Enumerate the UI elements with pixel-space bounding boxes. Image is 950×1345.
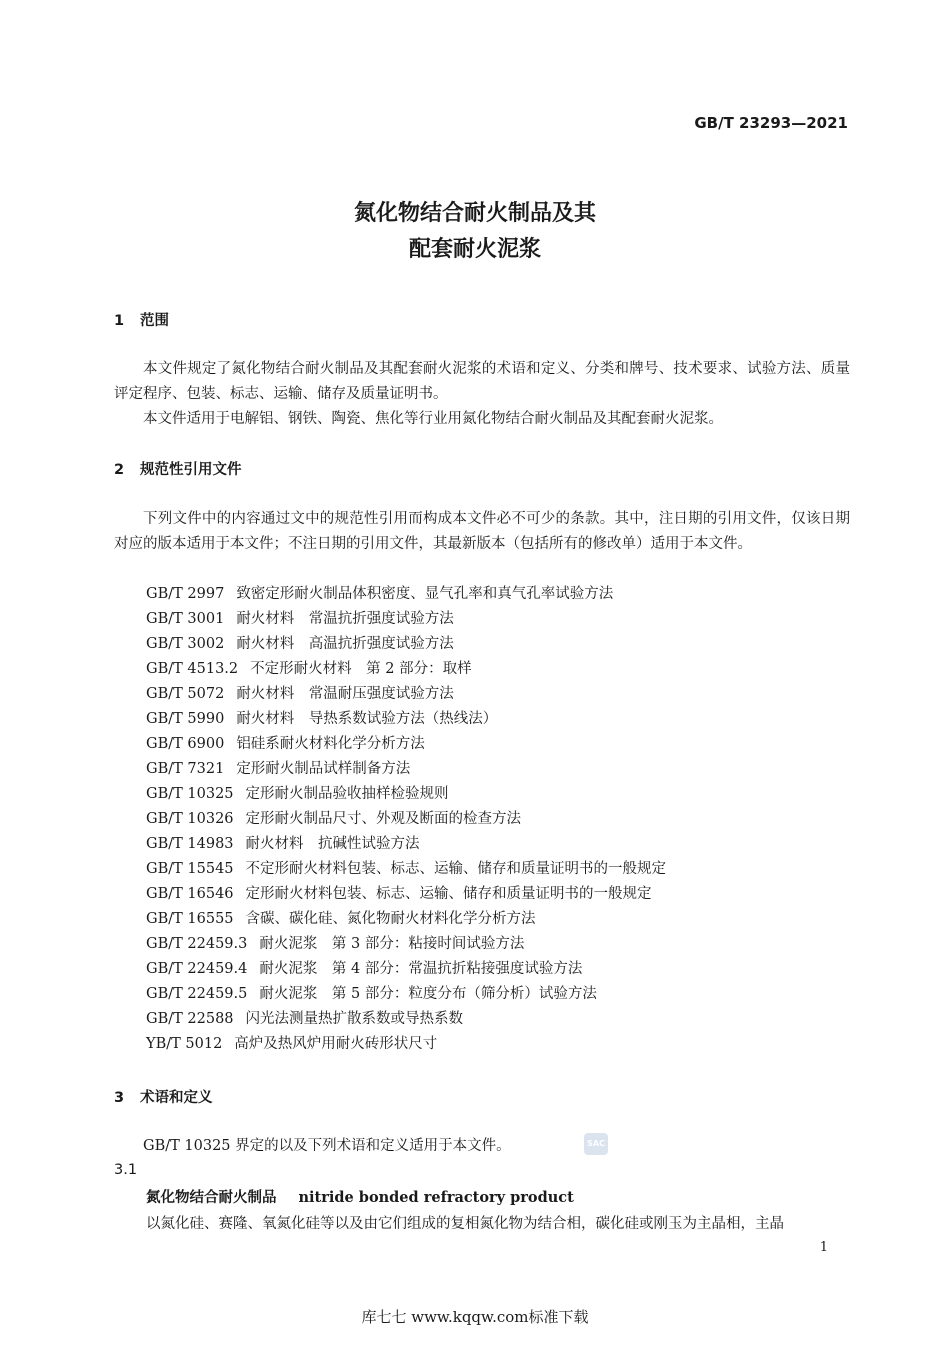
- term-english: nitride bonded refractory product: [298, 1189, 574, 1206]
- section-1-paragraph-1: 本文件规定了氮化物结合耐火制品及其配套耐火泥浆的术语和定义、分类和牌号、技术要求、试验方法、质量评定程序、包装、标志、运输、储存及质量证明书。: [114, 361, 850, 402]
- reference-code: GB/T 22459.4: [146, 961, 248, 977]
- section-number: 1: [114, 313, 125, 329]
- standard-code: GB/T 23293—2021: [694, 114, 848, 132]
- reference-item: [146, 932, 666, 957]
- section-2-intro: 下列文件中的内容通过文中的规范性引用而构成本文件必不可少的条款。其中，注日期的引用文件，仅该日期对应的版本适用于本文件；不注日期的引用文件，其最新版本（包括所有的修改单）适用于本文件。: [114, 511, 850, 552]
- reference-item: [146, 732, 666, 757]
- reference-title: 闪光法测量热扩散系数或导热系数: [245, 1011, 464, 1027]
- section-1-heading: [114, 309, 169, 330]
- reference-code: GB/T 22588: [146, 1011, 234, 1027]
- reference-item: [146, 857, 666, 882]
- document-title-line-1: 氮化物结合耐火制品及其: [353, 201, 596, 226]
- section-number: 2: [114, 462, 125, 478]
- reference-item: [146, 1032, 666, 1057]
- sac-watermark-stamp: SAC: [584, 1133, 608, 1155]
- reference-title: 不定形耐火材料包装、标志、运输、储存和质量证明书的一般规定: [245, 861, 667, 877]
- term-entry: [146, 1186, 574, 1207]
- reference-code: GB/T 5990: [146, 711, 225, 727]
- section-title: 范围: [140, 313, 169, 329]
- reference-title: 耐火材料 导热系数试验方法（热线法）: [236, 711, 498, 727]
- section-number: 3: [114, 1090, 125, 1106]
- reference-title: 耐火泥浆 第 5 部分：粒度分布（筛分析）试验方法: [259, 986, 597, 1002]
- reference-title: 含碳、碳化硅、氮化物耐火材料化学分析方法: [245, 911, 536, 927]
- footer-source-text: 库七七 www.kqqw.com标准下载: [361, 1308, 589, 1326]
- term-chinese: 氮化物结合耐火制品: [146, 1190, 277, 1206]
- reference-code: GB/T 4513.2: [146, 661, 239, 677]
- reference-title: 耐火泥浆 第 4 部分：常温抗折粘接强度试验方法: [259, 961, 583, 977]
- section-3-intro: GB/T 10325 界定的以及下列术语和定义适用于本文件。: [143, 1138, 511, 1154]
- reference-code: GB/T 3002: [146, 636, 225, 652]
- reference-title: 定形耐火制品尺寸、外观及断面的检查方法: [245, 811, 522, 827]
- reference-code: GB/T 16555: [146, 911, 234, 927]
- reference-code: GB/T 5072: [146, 686, 225, 702]
- reference-title: 耐火泥浆 第 3 部分：粘接时间试验方法: [259, 936, 525, 952]
- reference-code: GB/T 6900: [146, 736, 225, 752]
- reference-title: 定形耐火材料包装、标志、运输、储存和质量证明书的一般规定: [245, 886, 652, 902]
- reference-code: YB/T 5012: [146, 1036, 223, 1052]
- term-definition: 以氮化硅、赛隆、氧氮化硅等以及由它们组成的复相氮化物为结合相，碳化硅或刚玉为主晶相，主晶: [146, 1216, 784, 1232]
- reference-title: 耐火材料 高温抗折强度试验方法: [236, 636, 454, 652]
- reference-code: GB/T 10325: [146, 786, 234, 802]
- reference-item: [146, 632, 666, 657]
- section-title: 术语和定义: [140, 1090, 213, 1106]
- reference-item: [146, 657, 666, 682]
- reference-code: GB/T 15545: [146, 861, 234, 877]
- reference-title: 致密定形耐火制品体积密度、显气孔率和真气孔率试验方法: [236, 586, 614, 602]
- section-2-heading: [114, 458, 242, 479]
- reference-title: 铝硅系耐火材料化学分析方法: [236, 736, 425, 752]
- reference-item: [146, 882, 666, 907]
- reference-item: [146, 982, 666, 1007]
- reference-code: GB/T 10326: [146, 811, 234, 827]
- reference-title: 定形耐火制品试样制备方法: [236, 761, 411, 777]
- reference-item: [146, 757, 666, 782]
- reference-title: 耐火材料 常温耐压强度试验方法: [236, 686, 454, 702]
- reference-title: 定形耐火制品验收抽样检验规则: [245, 786, 449, 802]
- section-title: 规范性引用文件: [140, 462, 242, 478]
- reference-item: [146, 957, 666, 982]
- reference-code: GB/T 22459.3: [146, 936, 248, 952]
- reference-title: 高炉及热风炉用耐火砖形状尺寸: [234, 1036, 438, 1052]
- reference-item: [146, 782, 666, 807]
- reference-item: [146, 832, 666, 857]
- reference-item: [146, 807, 666, 832]
- reference-title: 不定形耐火材料 第 2 部分：取样: [250, 661, 472, 677]
- reference-code: GB/T 22459.5: [146, 986, 248, 1002]
- reference-item: [146, 707, 666, 732]
- reference-code: GB/T 16546: [146, 886, 234, 902]
- reference-title: 耐火材料 常温抗折强度试验方法: [236, 611, 454, 627]
- reference-code: GB/T 14983: [146, 836, 234, 852]
- normative-references-list: [146, 582, 666, 1057]
- document-title-line-2: 配套耐火泥浆: [408, 237, 541, 262]
- reference-item: [146, 582, 666, 607]
- reference-item: [146, 682, 666, 707]
- section-1-paragraph-2: 本文件适用于电解铝、钢铁、陶瓷、焦化等行业用氮化物结合耐火制品及其配套耐火泥浆。: [143, 411, 723, 427]
- page-number: 1: [819, 1240, 828, 1255]
- reference-code: GB/T 7321: [146, 761, 225, 777]
- reference-item: [146, 907, 666, 932]
- reference-title: 耐火材料 抗碱性试验方法: [245, 836, 420, 852]
- reference-code: GB/T 3001: [146, 611, 225, 627]
- reference-item: [146, 607, 666, 632]
- reference-code: GB/T 2997: [146, 586, 225, 602]
- reference-item: [146, 1007, 666, 1032]
- clause-number: 3.1: [114, 1162, 138, 1178]
- section-3-heading: [114, 1086, 213, 1107]
